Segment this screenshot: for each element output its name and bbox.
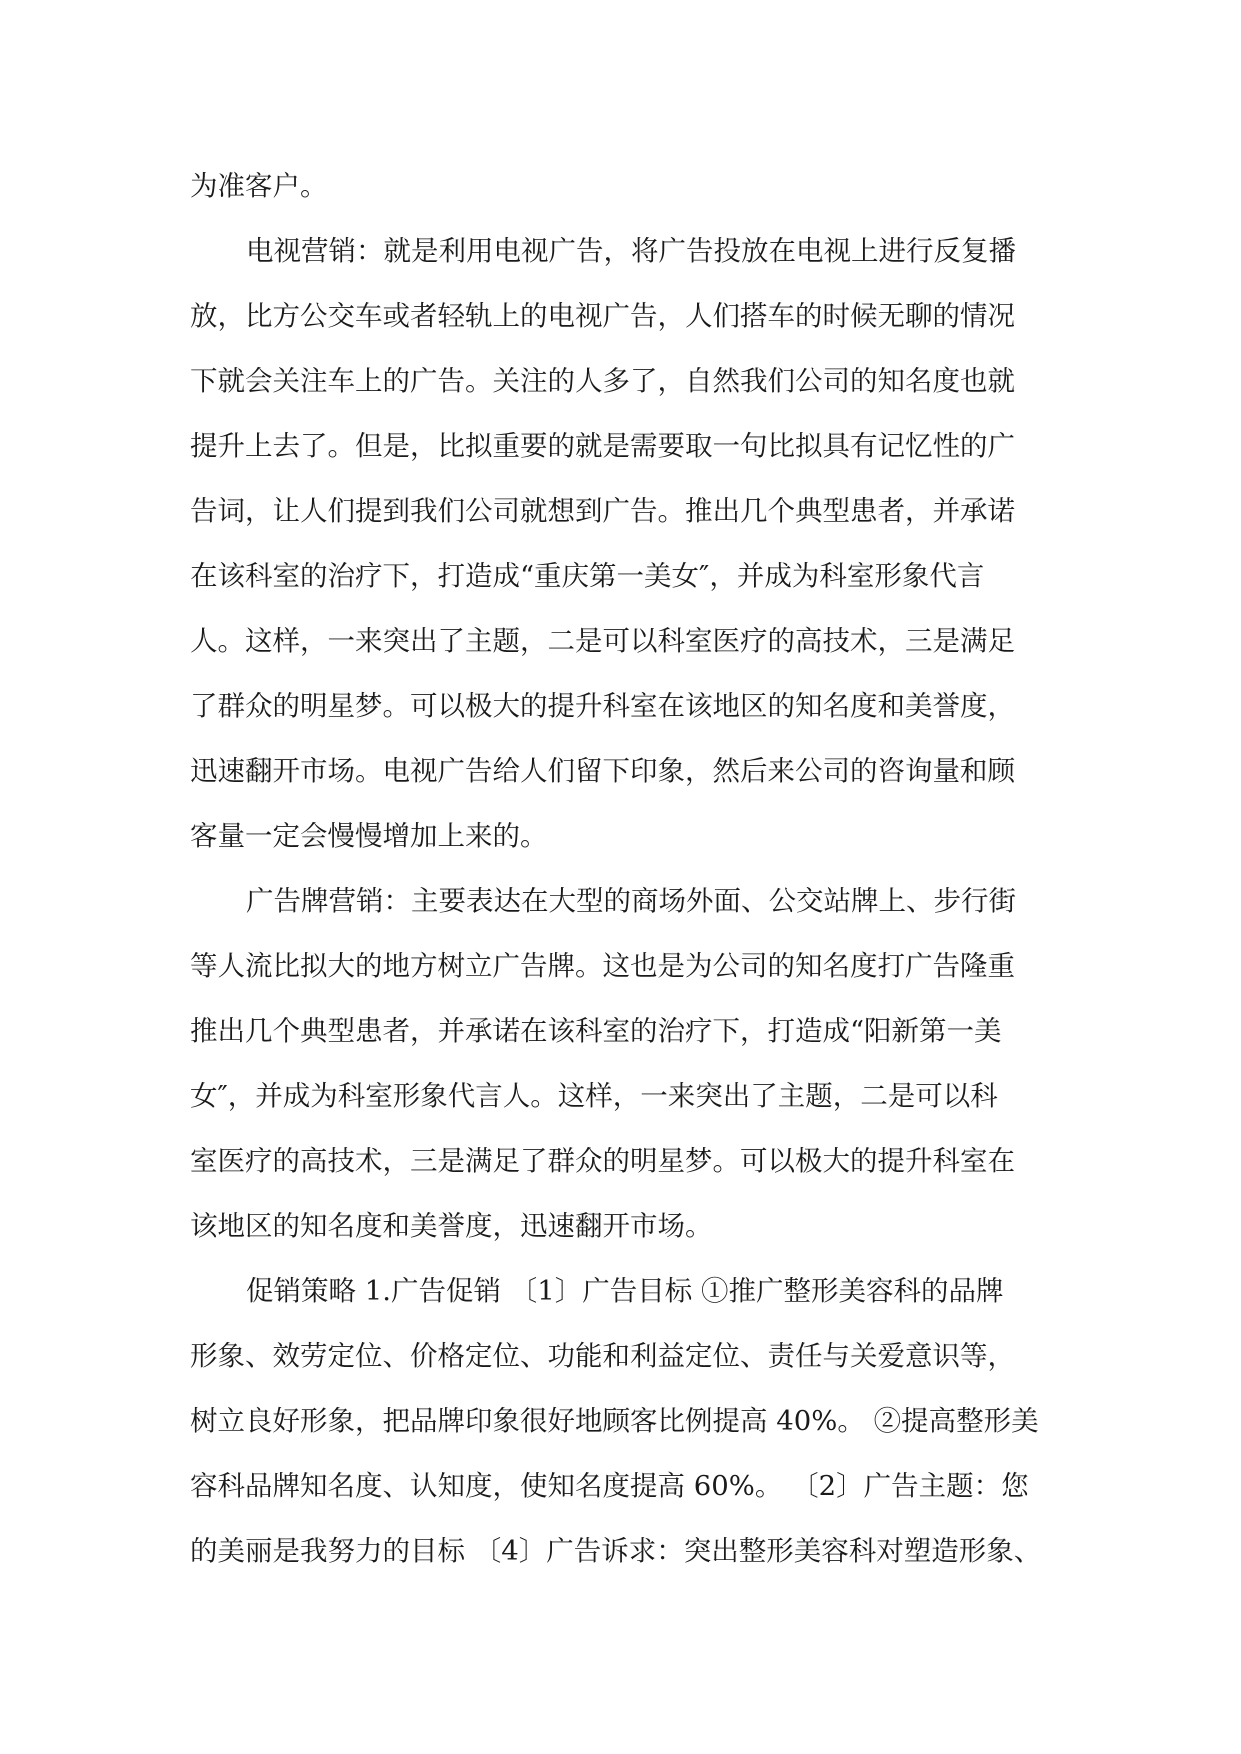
- text-line: 树立良好形象，把品牌印象很好地顾客比例提高 40%。 ②提高整形美: [190, 1405, 1039, 1437]
- text-line: 为准客户。: [190, 170, 328, 202]
- text-line: 迅速翻开市场。电视广告给人们留下印象，然后来公司的咨询量和顾: [190, 755, 1015, 787]
- paragraph-start-line: 广告牌营销：主要表达在大型的商场外面、公交站牌上、步行街: [246, 885, 1016, 917]
- paragraph-start-line: 促销策略 1.广告促销 〔1〕广告目标 ①推广整形美容科的品牌: [246, 1275, 1004, 1307]
- text-line: 人。这样，一来突出了主题，二是可以科室医疗的高技术，三是满足: [190, 625, 1015, 657]
- body-text: [190, 154, 1090, 1584]
- text-line: 推出几个典型患者，并承诺在该科室的治疗下，打造成“阳新第一美: [190, 1015, 1002, 1047]
- text-line: 提升上去了。但是，比拟重要的就是需要取一句比拟具有记忆性的广: [190, 430, 1015, 462]
- text-line: 放，比方公交车或者轻轨上的电视广告，人们搭车的时候无聊的情况: [190, 300, 1015, 332]
- text-line: 下就会关注车上的广告。关注的人多了，自然我们公司的知名度也就: [190, 365, 1015, 397]
- text-line: 等人流比拟大的地方树立广告牌。这也是为公司的知名度打广告隆重: [190, 950, 1015, 982]
- text-line: 容科品牌知名度、认知度，使知名度提高 60%。 〔2〕广告主题：您: [190, 1470, 1029, 1502]
- text-line: 在该科室的治疗下，打造成“重庆第一美女″，并成为科室形象代言: [190, 560, 985, 592]
- text-line: 该地区的知名度和美誉度，迅速翻开市场。: [190, 1210, 713, 1242]
- text-line: 客量一定会慢慢增加上来的。: [190, 820, 548, 852]
- text-line: 了群众的明星梦。可以极大的提升科室在该地区的知名度和美誉度，: [190, 690, 1015, 722]
- text-line: 女″，并成为科室形象代言人。这样，一来突出了主题，二是可以科: [190, 1080, 998, 1112]
- text-line: 室医疗的高技术，三是满足了群众的明星梦。可以极大的提升科室在: [190, 1145, 1015, 1177]
- text-line: 的美丽是我努力的目标 〔4〕广告诉求：突出整形美容科对塑造形象、: [190, 1535, 1042, 1567]
- paragraph-start-line: 电视营销：就是利用电视广告，将广告投放在电视上进行反复播: [246, 235, 1016, 267]
- text-line: 形象、效劳定位、价格定位、功能和利益定位、责任与关爱意识等，: [190, 1340, 1015, 1372]
- text-line: 告词，让人们提到我们公司就想到广告。推出几个典型患者，并承诺: [190, 495, 1015, 527]
